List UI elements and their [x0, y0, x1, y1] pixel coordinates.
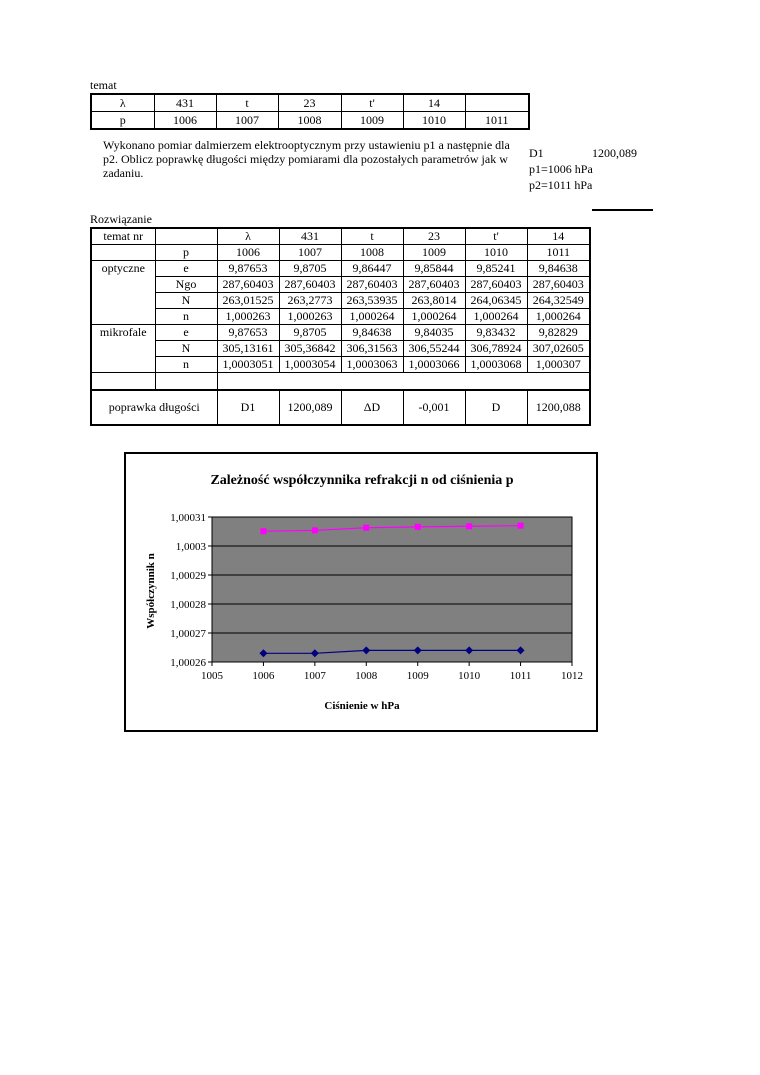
y-tick-label: 1,0003: [175, 541, 206, 553]
correction-row: [91, 390, 590, 425]
cell: t: [216, 94, 278, 112]
cell: temat nr: [91, 228, 155, 245]
cell: 9,8705: [279, 325, 341, 341]
cell: 305,36842: [279, 341, 341, 357]
x-axis-label: Ciśnienie w hPa: [324, 700, 400, 712]
optical-row-n-big: [91, 293, 590, 309]
cell: 1,000263: [279, 309, 341, 325]
cell: 263,2773: [279, 293, 341, 309]
cell: 14: [527, 228, 590, 245]
y-axis-label: Współczynnik n: [145, 553, 157, 629]
cell: 1,0003063: [341, 357, 403, 373]
cell: 9,86447: [341, 261, 403, 277]
cell: 263,8014: [403, 293, 465, 309]
y-tick-label: 1,00031: [170, 512, 206, 524]
solution-table: [90, 227, 591, 426]
y-tick-label: 1,00029: [170, 570, 206, 582]
cell: 264,32549: [527, 293, 590, 309]
y-tick-label: 1,00028: [170, 599, 206, 611]
cell: 264,06345: [465, 293, 527, 309]
side-d1-value: 1200,089: [592, 146, 637, 160]
cell: λ: [217, 228, 279, 245]
x-tick-label: 1012: [561, 670, 583, 682]
d-value: 1200,088: [527, 390, 590, 425]
cell: 1007: [279, 245, 341, 261]
cell: [465, 94, 529, 112]
cell: 263,53935: [341, 293, 403, 309]
d1-label: D1: [217, 390, 279, 425]
cell: 1006: [217, 245, 279, 261]
cell: 1,000264: [403, 309, 465, 325]
blank-cell: [155, 373, 217, 391]
micro-row-e: [91, 325, 590, 341]
cell: e: [155, 325, 217, 341]
solution-title: Rozwiązanie: [90, 212, 152, 226]
cell: 287,60403: [279, 277, 341, 293]
cell: 1,000307: [527, 357, 590, 373]
cell: p: [91, 112, 154, 130]
cell: 1009: [341, 112, 403, 130]
plot-background: [212, 517, 572, 662]
blank-cell: [91, 373, 155, 391]
blank-row: [91, 373, 590, 391]
x-tick-label: 1007: [303, 670, 326, 682]
cell: 23: [403, 228, 465, 245]
cell: 23: [278, 94, 341, 112]
y-tick-label: 1,00027: [170, 628, 206, 640]
cell: 1010: [403, 112, 465, 130]
cell: 9,82829: [527, 325, 590, 341]
parameters-row-2: [91, 112, 529, 130]
task-description: Wykonano pomiar dalmierzem elektrooptycznym przy ustawieniu p1 a następnie dla p2. Oblicz poprawkę długości między pomiarami dla pozostałych parametrów jak w zadaniu.: [103, 138, 510, 180]
cell: N: [155, 341, 217, 357]
cell: 9,83432: [465, 325, 527, 341]
cell: 1,000264: [341, 309, 403, 325]
header-row-2: [91, 245, 590, 261]
micro-row-n: [91, 357, 590, 373]
cell: n: [155, 357, 217, 373]
cell: n: [155, 309, 217, 325]
d-label: D: [465, 390, 527, 425]
cell: 263,01525: [217, 293, 279, 309]
cell: 1,000264: [465, 309, 527, 325]
delta-value: -0,001: [403, 390, 465, 425]
cell: 306,55244: [403, 341, 465, 357]
chart-title: Zależność współczynnika refrakcji n od ciśnienia p: [210, 473, 514, 488]
x-tick-label: 1008: [355, 670, 378, 682]
blank-cell: [217, 373, 590, 391]
data-point-square: [518, 523, 524, 529]
x-tick-label: 1009: [406, 670, 429, 682]
cell: 287,60403: [465, 277, 527, 293]
cell: 1010: [465, 245, 527, 261]
cell: λ: [91, 94, 154, 112]
plot-area: [170, 512, 583, 682]
cell: 307,02605: [527, 341, 590, 357]
side-d1-label: D1: [529, 146, 544, 160]
data-point-square: [260, 528, 266, 534]
parameters-row-1: [91, 94, 529, 112]
d1-value: 1200,089: [279, 390, 341, 425]
cell: 306,78924: [465, 341, 527, 357]
optical-label: optyczne: [91, 261, 155, 325]
x-tick-label: 1006: [252, 670, 275, 682]
cell: t': [341, 94, 403, 112]
cell: 1006: [154, 112, 216, 130]
cell: 1011: [465, 112, 529, 130]
cell: 9,84638: [527, 261, 590, 277]
cell: 287,60403: [341, 277, 403, 293]
cell: N: [155, 293, 217, 309]
cell: 9,8705: [279, 261, 341, 277]
delta-label: ΔD: [341, 390, 403, 425]
cell: [91, 245, 155, 261]
x-tick-label: 1011: [509, 670, 532, 682]
cell: 9,84035: [403, 325, 465, 341]
cell: 1007: [216, 112, 278, 130]
cell: 1011: [527, 245, 590, 261]
cell: 1,0003066: [403, 357, 465, 373]
divider-line: [592, 209, 653, 211]
temat-label: temat: [90, 78, 117, 92]
parameters-table: [90, 93, 530, 130]
side-p2: p2=1011 hPa: [529, 178, 593, 192]
cell: 305,13161: [217, 341, 279, 357]
cell: 1,000264: [527, 309, 590, 325]
cell: Ngo: [155, 277, 217, 293]
cell: 9,84638: [341, 325, 403, 341]
cell: 14: [403, 94, 465, 112]
cell: t: [341, 228, 403, 245]
chart-container: [124, 452, 598, 732]
x-tick-label: 1010: [458, 670, 481, 682]
cell: 9,87653: [217, 261, 279, 277]
microwave-label: mikrofale: [91, 325, 155, 373]
optical-row-e: [91, 261, 590, 277]
cell: 1,000263: [217, 309, 279, 325]
correction-label: poprawka długości: [91, 390, 217, 425]
data-point-square: [312, 527, 318, 533]
cell: 431: [279, 228, 341, 245]
cell: 1,0003051: [217, 357, 279, 373]
optical-row-ngo: [91, 277, 590, 293]
cell: 287,60403: [403, 277, 465, 293]
cell: 287,60403: [527, 277, 590, 293]
cell: 9,87653: [217, 325, 279, 341]
data-point-square: [466, 523, 472, 529]
data-point-square: [363, 525, 369, 531]
data-point-square: [415, 524, 421, 530]
header-row-1: [91, 228, 590, 245]
cell: [155, 228, 217, 245]
cell: 1008: [278, 112, 341, 130]
cell: 9,85241: [465, 261, 527, 277]
refraction-chart: [126, 454, 596, 730]
optical-row-n: [91, 309, 590, 325]
cell: t': [465, 228, 527, 245]
micro-row-n-big: [91, 341, 590, 357]
cell: 1,0003054: [279, 357, 341, 373]
cell: 287,60403: [217, 277, 279, 293]
cell: 1,0003068: [465, 357, 527, 373]
cell: e: [155, 261, 217, 277]
cell: p: [155, 245, 217, 261]
y-tick-label: 1,00026: [170, 657, 206, 669]
cell: 431: [154, 94, 216, 112]
x-tick-label: 1005: [201, 670, 223, 682]
cell: 306,31563: [341, 341, 403, 357]
cell: 1009: [403, 245, 465, 261]
cell: 1008: [341, 245, 403, 261]
cell: 9,85844: [403, 261, 465, 277]
side-p1: p1=1006 hPa: [529, 162, 593, 176]
